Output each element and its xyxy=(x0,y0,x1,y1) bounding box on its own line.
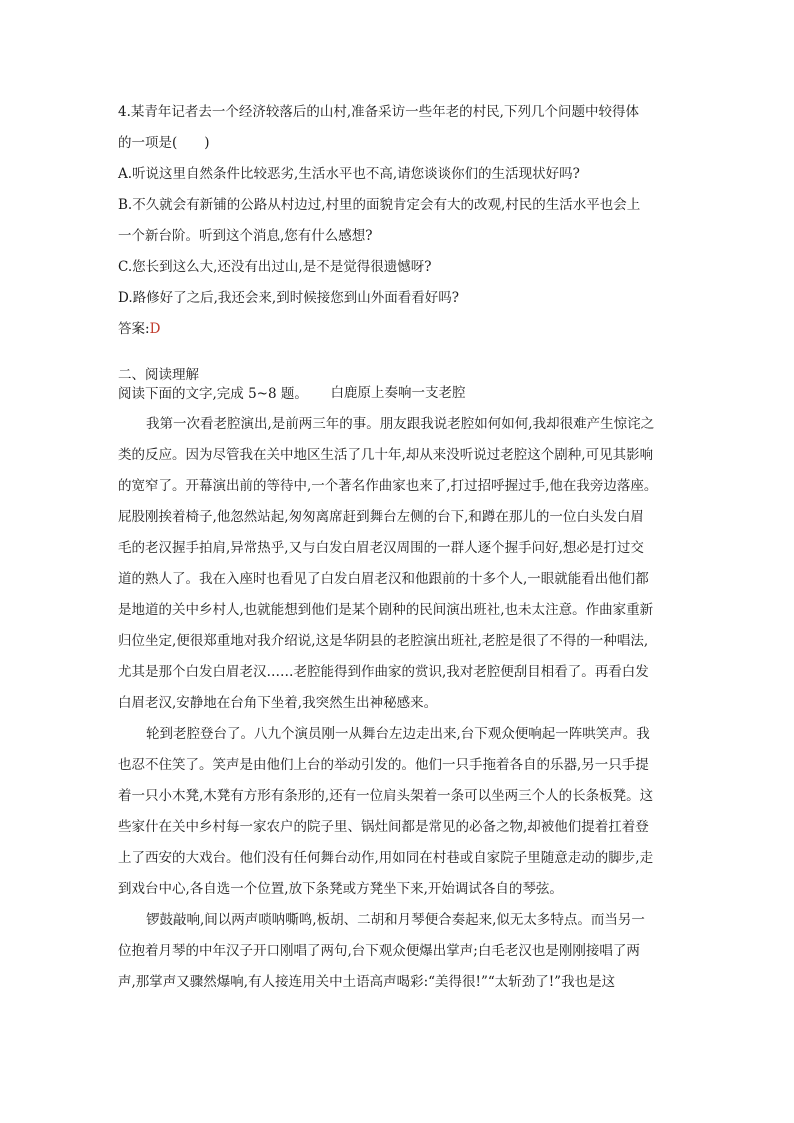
section-instruction: 阅读下面的文字,完成 5~8 题。 xyxy=(118,386,308,402)
paragraph-line: 归位坐定,便很郑重地对我介绍说,这是华阴县的老腔演出班社,老腔是很了不得的一种唱法, xyxy=(118,633,649,649)
option-b-line-1: B.不久就会有新铺的公路从村边过,村里的面貌肯定会有大的改观,村民的生活水平也会上 xyxy=(118,197,641,213)
paragraph-line: 是地道的关中乡村人,也就能想到他们是某个剧种的民间演出班社,也未太注意。作曲家重新 xyxy=(118,602,654,618)
paragraph-3 xyxy=(118,905,678,998)
answer-value: D xyxy=(149,321,161,337)
paragraph-line: 声,那掌声又骤然爆响,有人接连用关中土语高声喝彩:“美得很!”“太斩劲了!”我也是这 xyxy=(118,974,616,990)
option-a: A.听说这里自然条件比较恶劣,生活水平也不高,请您谈谈你们的生活现状好吗? xyxy=(118,166,580,182)
article-title: 白鹿原上奏响一支老腔 xyxy=(330,385,466,401)
option-c: C.您长到这么大,还没有出过山,是不是觉得很遗憾呀? xyxy=(118,259,432,275)
paragraph-line: 类的反应。因为尽管我在关中地区生活了几十年,却从来没听说过老腔这个剧种,可见其影响 xyxy=(118,447,654,463)
paragraph-line: 到戏台中心,各自选一个位置,放下条凳或方凳坐下来,开始调试各自的琴弦。 xyxy=(118,881,563,897)
paragraph-line: 我第一次看老腔演出,是前两三年的事。朋友跟我说老腔如何如何,我却很难产生惊诧之 xyxy=(146,416,655,432)
option-d: D.路修好了之后,我还会来,到时候接您到山外面看看好吗? xyxy=(118,290,459,306)
paragraph-line: 些家什在关中乡村每一家农户的院子里、锅灶间都是常见的必备之物,却被他们提着扛着登 xyxy=(118,819,649,835)
paragraph-2 xyxy=(118,719,678,905)
section-heading: 二、阅读理解 xyxy=(118,367,199,383)
paragraph-line: 上了西安的大戏台。他们没有任何舞台动作,用如同在村巷或自家院子里随意走动的脚步,走 xyxy=(118,850,654,866)
paragraph-line: 道的熟人了。我在入座时也看见了白发白眉老汉和他跟前的十多个人,一眼就能看出他们都 xyxy=(118,571,649,587)
paragraph-1 xyxy=(118,409,678,719)
paragraph-line: 轮到老腔登台了。八九个演员刚一从舞台左边走出来,台下观众便响起一阵哄笑声。我 xyxy=(146,726,650,742)
paragraph-line: 尤其是那个白发白眉老汉……老腔能得到作曲家的赏识,我对老腔便刮目相看了。再看白发 xyxy=(118,664,649,680)
paragraph-line: 着一只小木凳,木凳有方形有条形的,还有一位肩头架着一条可以坐两三个人的长条板凳。这 xyxy=(118,788,654,804)
paragraph-line: 毛的老汉握手拍肩,异常热乎,又与白发白眉老汉周围的一群人逐个握手问好,想必是打过交 xyxy=(118,540,644,556)
paragraph-line: 的宽窄了。开幕演出前的等待中,一个著名作曲家也来了,打过招呼握过手,他在我旁边落座。 xyxy=(118,478,658,494)
paragraph-line: 锣鼓敲响,间以两声唢呐嘶鸣,板胡、二胡和月琴便合奏起来,似无太多特点。而当另一 xyxy=(146,912,645,928)
question-stem-line-1: 4.某青年记者去一个经济较落后的山村,准备采访一些年老的村民,下列几个问题中较得体 xyxy=(118,104,639,120)
paragraph-line: 位抱着月琴的中年汉子开口刚唱了两句,台下观众便爆出掌声;白毛老汉也是刚刚接唱了两 xyxy=(118,943,640,959)
option-b-line-2: 一个新台阶。听到这个消息,您有什么感想? xyxy=(118,228,373,244)
article-body xyxy=(118,409,678,998)
answer-label: 答案: xyxy=(118,321,150,337)
paragraph-line: 也忍不住笑了。笑声是由他们上台的举动引发的。他们一只手拖着各自的乐器,另一只手提 xyxy=(118,757,649,773)
answer xyxy=(118,314,678,345)
paragraph-line: 白眉老汉,安静地在台角下坐着,我突然生出神秘感来。 xyxy=(118,695,438,711)
paragraph-line: 屁股刚挨着椅子,他忽然站起,匆匆离席赶到舞台左侧的台下,和蹲在那儿的一位白头发白眉 xyxy=(118,509,644,525)
question-stem-line-2: 的一项是( ) xyxy=(118,135,210,151)
question-4 xyxy=(118,97,678,345)
